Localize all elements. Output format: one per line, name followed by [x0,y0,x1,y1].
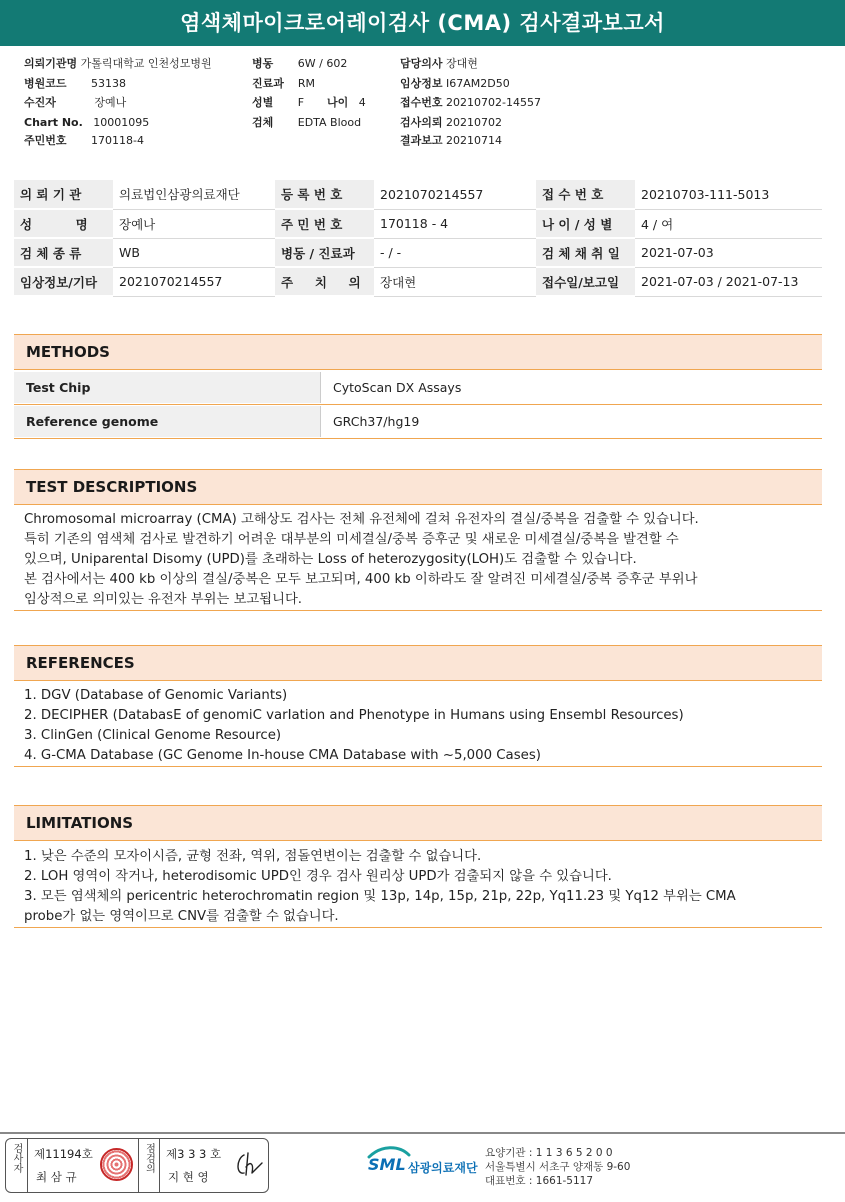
methods-row-reference-genome [14,406,822,439]
table-row [14,180,822,209]
test-descriptions-body [14,506,822,611]
table-value: 장대현 [374,267,536,296]
header-report-date: 결과보고 20210714 [400,134,503,147]
limitation-item: 3. 모든 염색체의 pericentric heterochromatin region 및 13p, 14p, 15p, 21p, 22p, Yq11.23 및 Yq12 부위는 CMA [24,889,736,904]
table-value: WB [113,238,275,267]
description-line: 본 검사에서는 400 kb 이상의 결실/중복은 모두 보고되며, 400 kb 이하라도 잘 알려진 미세결실/중복 증후군 부위나 [24,572,698,587]
methods-key: Test Chip [14,372,321,403]
header-department: 진료과 RM [252,77,316,90]
table-label: 접수일/보고일 [536,267,635,296]
table-row [14,209,822,238]
header-hospital: 의뢰기관명 가톨릭대학교 인천성모병원 [24,57,212,70]
header-doctor: 담당의사 장대현 [400,57,478,70]
table-label: 나 이 / 성 별 [536,209,635,238]
table-label: 의 뢰 기 관 [14,180,113,209]
reference-item: 1. DGV (Database of Genomic Variants) [24,688,288,703]
test-descriptions-heading: TEST DESCRIPTIONS [14,469,822,505]
header-clinical-info: 임상정보 I67AM2D50 [400,77,510,90]
table-value: 170118 - 4 [374,209,536,238]
table-value: 2021-07-03 [635,238,822,267]
reference-item: 2. DECIPHER (DatabasE of genomiC varIation and Phenotype in Humans using Ensembl Resources) [24,708,684,723]
table-label: 성 명 [14,209,113,238]
description-line: 임상적으로 의미있는 유전자 부위는 보고됩니다. [24,592,303,607]
table-value: 의료법인삼광의료재단 [113,180,275,209]
methods-value: GRCh37/hg19 [333,414,420,429]
header-age: 나이 4 [327,96,366,109]
methods-key: Reference genome [14,406,321,437]
table-value: 2021070214557 [113,267,275,296]
institution-phone: 대표번호 : 1661-5117 [485,1175,594,1187]
footer-divider [0,1132,845,1134]
limitation-item: probe가 없는 영역이므로 CNV를 검출할 수 없습니다. [24,909,339,924]
limitation-item: 2. LOH 영역이 작거나, heterodisomic UPD인 경우 검사 원리상 UPD가 검출되지 않을 수 있습니다. [24,869,612,884]
reviewer-name: 지 현 영 [168,1170,209,1184]
reference-item: 4. G-CMA Database (GC Genome In-house CMA Database with ~5,000 Cases) [24,748,541,763]
table-value: 2021070214557 [374,180,536,209]
institution-code: 요양기관 : 1 1 3 6 5 2 0 0 [485,1147,613,1159]
table-label: 접 수 번 호 [536,180,635,209]
table-label: 병동 / 진료과 [275,238,374,267]
signature-box [5,1138,269,1193]
table-label: 검 체 종 류 [14,238,113,267]
limitations-body [14,843,822,928]
table-label: 임상정보/기타 [14,267,113,296]
examiner-license: 제11194호 [34,1147,93,1161]
table-value: 20210703-111-5013 [635,180,822,209]
reviewer-license: 제3 3 3 호 [166,1147,222,1161]
table-row [14,238,822,267]
reference-item: 3. ClinGen (Clinical Genome Resource) [24,728,282,743]
table-row [14,267,822,296]
references-body [14,682,822,767]
patient-info-table [14,180,822,297]
examiner-label: 검사자 [6,1139,28,1192]
header-receipt-no: 접수번호 20210702-14557 [400,96,541,109]
header-patient: 수진자 장예나 [24,96,127,109]
report-title: 염색체마이크로어레이검사 (CMA) 검사결과보고서 [0,0,845,46]
header-hospital-code: 병원코드 53138 [24,77,126,90]
reviewer-label: 점검의 [138,1139,160,1192]
description-line: Chromosomal microarray (CMA) 고해상도 검사는 전체 유전체에 걸쳐 유전자의 결실/중복을 검출할 수 있습니다. [24,512,699,527]
methods-row-test-chip [14,372,822,405]
description-line: 특히 기존의 염색체 검사로 발견하기 어려운 대부분의 미세결실/중복 증후군 및 새로운 미세결실/중복을 발견할 수 [24,532,679,547]
header-ward: 병동 6W / 602 [252,57,348,70]
header-request-date: 검사의뢰 20210702 [400,116,503,129]
table-value: 4 / 여 [635,209,822,238]
table-value: 장예나 [113,209,275,238]
examiner-name: 최 삼 규 [36,1170,77,1184]
methods-value: CytoScan DX Assays [333,380,462,395]
brand-short: SML [368,1155,406,1174]
table-label: 검 체 채 취 일 [536,238,635,267]
handwritten-signature-icon [232,1149,264,1181]
limitation-item: 1. 낮은 수준의 모자이시즘, 균형 전좌, 역위, 점돌연변이는 검출할 수 없습니다. [24,849,482,864]
institution-address: 서울특별시 서초구 양재동 9-60 [485,1161,631,1173]
table-value: 2021-07-03 / 2021-07-13 [635,267,822,296]
limitations-heading: LIMITATIONS [14,805,822,841]
header-sex: 성별 F [252,96,305,109]
seal-stamp-icon [100,1148,133,1181]
description-line: 있으며, Uniparental Disomy (UPD)를 초래하는 Loss of heterozygosity(LOH)도 검출할 수 있습니다. [24,552,637,567]
brand-name: 삼광의료재단 [408,1161,478,1175]
references-heading: REFERENCES [14,645,822,681]
methods-heading: METHODS [14,334,822,370]
table-label: 주 치 의 [275,267,374,296]
table-label: 주 민 번 호 [275,209,374,238]
table-value: - / - [374,238,536,267]
header-chart-no: Chart No. 10001095 [24,116,150,129]
table-label: 등 록 번 호 [275,180,374,209]
header-specimen: 검체 EDTA Blood [252,116,362,129]
header-resident-no: 주민번호 170118-4 [24,134,144,147]
